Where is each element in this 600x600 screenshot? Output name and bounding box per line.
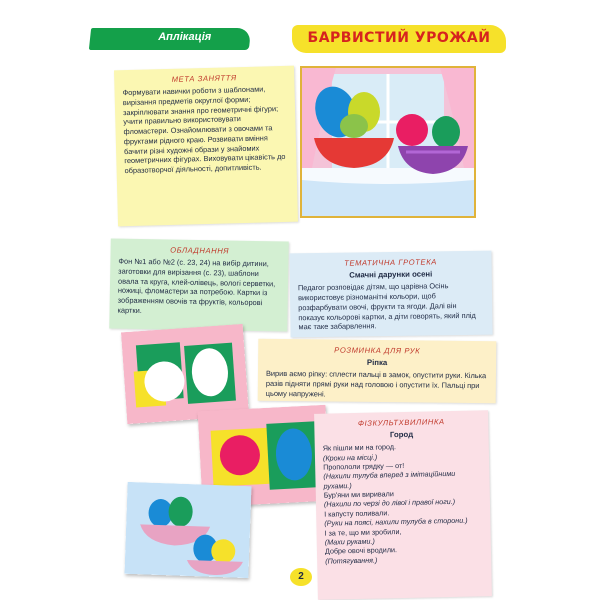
physical-line: Пропололи грядку — от! <box>323 460 405 472</box>
physical-heading: ФІЗКУЛЬТХВИЛИНКА <box>357 417 445 428</box>
warmup-note <box>258 339 497 403</box>
themed-game-note <box>289 251 492 338</box>
themed-game-subtitle: Смачні дарунки осені <box>349 269 433 280</box>
page-title-text: БАРВИСТИЙ УРОЖАЙ <box>307 30 491 46</box>
harvest-picture <box>302 68 474 216</box>
physical-line: Добре овочі вродили. <box>324 545 398 556</box>
sample-card-3 <box>124 482 251 578</box>
physical-line: І за те, що ми зробили, <box>324 526 402 538</box>
physical-line: (Махи руками.) <box>324 536 375 547</box>
physical-line: (Потягування.) <box>325 555 378 566</box>
themed-game-text: Педагог розповідає дітям, що царівна Осінь використовує різноманітні кольори, щоб розфарбувати овочі, фрукти та ягоди. Далі він показує кольорові картки, а діти говорять, який плід має таке забарвлення. <box>297 281 476 332</box>
physical-subtitle: Город <box>389 429 414 440</box>
sample-card-3-picture <box>124 482 251 578</box>
themed-game-heading: ТЕМАТИЧНА ГРОТЕКА <box>344 257 437 268</box>
warmup-text: Вирив аємо ріпку: сплести пальці в замок, опустити руки. Кілька разів підняти прямі руки над головою і опустити їх. Пальці при цьому напружені. <box>265 369 487 399</box>
warmup-heading: РОЗМИНКА ДЛЯ РУК <box>334 345 421 356</box>
goal-text: Формувати навички роботи з шаблонами, вирізання предметів округлої форми; закріплювати знання про геометричні фігури; учити правильно використовувати фломастери. Ознайомлювати з овочами та фруктами рідного краю. Розвивати вміння бачити різні художні образи у знайомих геометричних фігурах. Виховувати цікавість до образотворчої діяльності, допитливість. <box>122 84 286 176</box>
equipment-text: Фон №1 або №2 (с. 23, 24) на вибір дитини, заготовки для вирізання (с. 23), шаблони овала та круга, клей-олівець, вологі серветки, ножиці, фломастери за потребою. Картки із зображенням овочів та фруктів, кольорові картки. <box>117 256 276 315</box>
section-tag <box>89 28 251 50</box>
physical-line: (Руки на поясі, нахили тулуба в сторони.) <box>324 515 468 528</box>
physical-exercise-note <box>314 410 492 600</box>
physical-line: (Кроки на місці.) <box>322 452 378 463</box>
equipment-heading: ОБЛАДНАННЯ <box>170 245 230 256</box>
section-tag-label: Аплікація <box>158 31 212 43</box>
physical-line: (Нахили тулуба вперед з імітаційними рухами.) <box>323 469 456 491</box>
goal-heading: МЕТА ЗАНЯТТЯ <box>171 73 237 84</box>
equipment-note <box>109 238 289 331</box>
page-title <box>292 25 506 53</box>
physical-line: І капусту поливали. <box>324 508 390 519</box>
goal-note <box>114 66 298 227</box>
warmup-subtitle: Ріпка <box>366 357 388 368</box>
physical-line: Як пішли ми на город. <box>322 442 397 453</box>
physical-line: Бур'яни ми виривали <box>323 489 394 500</box>
harvest-illustration <box>300 66 476 218</box>
page <box>90 20 510 590</box>
physical-line: (Нахили по черзі до лівої і правої ноги.) <box>323 497 456 510</box>
page-number: 2 <box>290 568 312 586</box>
